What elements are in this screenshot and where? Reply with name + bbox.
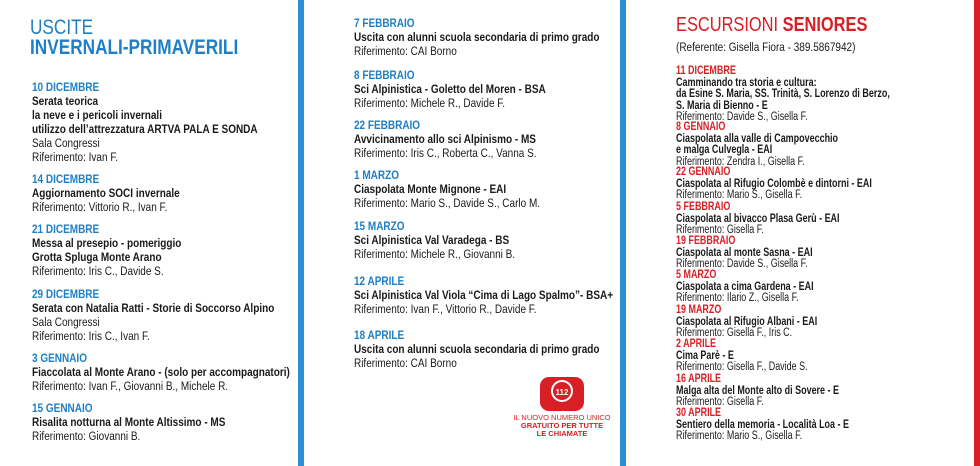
event-entry: [354, 219, 641, 261]
event-date: 15 GENNAIO: [32, 401, 93, 415]
column-heading: [30, 18, 238, 58]
event-title: Ciaspolata a cima Gardena - EAI: [676, 280, 814, 293]
event-info: Riferimento: Gisella F., Davide S.: [676, 361, 808, 373]
event-date: 11 DICEMBRE: [676, 65, 736, 77]
event-info: Riferimento: Mario S., Gisella F.: [676, 189, 803, 201]
event-title: Ciaspolata Monte Mignone - EAI: [354, 182, 507, 196]
event-entry: [676, 374, 957, 409]
heading-thin: ESCURSIONI: [676, 14, 779, 36]
event-entry: [354, 328, 641, 370]
winter-spring-column: [0, 0, 304, 466]
event-info: Riferimento: Davide S., Gisella F.: [676, 258, 808, 270]
event-title: Sci Alpinistica Val Varadega - BS: [354, 233, 510, 247]
event-title: Ciaspolata al monte Sasna - EAI: [676, 246, 813, 259]
spring-column: [336, 0, 626, 466]
event-entry: [354, 274, 641, 316]
event-title: Malga alta del Monte alto di Sovere - E: [676, 384, 839, 397]
emergency-112-badge: [502, 377, 622, 438]
phone-112-icon: [540, 377, 584, 411]
event-entry: [676, 66, 957, 124]
event-title: Camminando tra storia e cultura:: [676, 76, 817, 89]
event-entry: [676, 202, 957, 237]
event-entry: [676, 305, 957, 340]
badge-line-1: IL NUOVO NUMERO UNICO: [513, 413, 611, 422]
event-info: Riferimento: Mario S., Gisella F.: [676, 430, 803, 442]
event-info: Riferimento: Ilario Z., Gisella F.: [676, 292, 799, 304]
event-entry: [32, 172, 311, 214]
event-entry: [354, 68, 641, 110]
event-title: Risalita notturna al Monte Altissimo - MS: [32, 415, 226, 429]
event-title: S. Maria di Bienno - E: [676, 99, 768, 112]
event-info: Sala Congressi: [32, 136, 100, 150]
badge-line-2: GRATUITO PER TUTTE: [520, 421, 604, 430]
event-info: Riferimento: Zendra I., Gisella F.: [676, 155, 805, 168]
column-divider: [974, 0, 980, 466]
event-entry: [32, 80, 311, 164]
badge-number: 112: [551, 380, 573, 402]
event-date: 8 FEBBRAIO: [354, 68, 415, 82]
event-title: Ciaspolata al bivacco Plasa Gerù - EAI: [676, 212, 840, 225]
event-entry: [676, 236, 957, 271]
event-date: 1 MARZO: [354, 168, 399, 182]
event-info: Riferimento: Iris C., Ivan F.: [32, 329, 150, 343]
event-info: Riferimento: Iris C., Roberta C., Vanna S.: [354, 146, 537, 160]
event-info: Riferimento: Giovanni B.: [32, 429, 141, 443]
event-title: Aggiornamento SOCI invernale: [32, 186, 180, 200]
event-title: da Esine S. Maria, SS. Trinità, S. Lorenzo di Berzo,: [676, 88, 890, 100]
event-title: la neve e i pericoli invernali: [32, 108, 162, 122]
event-entry: [32, 222, 311, 278]
event-info: Riferimento: Gisella F.: [676, 396, 764, 408]
event-info: Riferimento: Davide S., Gisella F.: [676, 111, 808, 123]
event-info: Riferimento: Ivan F., Giovanni B., Michele R.: [32, 379, 229, 393]
event-date: 12 APRILE: [354, 274, 405, 288]
event-title: Serata con Natalia Ratti - Storie di Soccorso Alpino: [32, 301, 275, 315]
event-entry: [32, 351, 311, 393]
column-divider: [298, 0, 304, 466]
event-title: Ciaspolata al Rifugio Albani - EAI: [676, 315, 818, 328]
event-date: 5 MARZO: [676, 269, 717, 281]
event-entry: [32, 401, 311, 443]
event-title: e malga Culvegla - EAI: [676, 144, 773, 156]
event-title: Uscita con alunni scuola secondaria di primo grado: [354, 30, 600, 44]
event-title: Fiaccolata al Monte Arano - (solo per accompagnatori): [32, 365, 290, 379]
event-date: 10 DICEMBRE: [32, 80, 100, 94]
event-entry: [354, 168, 641, 210]
event-title: Avvicinamento allo sci Alpinismo - MS: [354, 132, 536, 146]
event-entry: [354, 16, 641, 58]
event-entry: [676, 270, 957, 305]
event-date: 2 APRILE: [676, 338, 717, 350]
event-date: 22 GENNAIO: [676, 166, 731, 178]
event-date: 19 FEBBRAIO: [676, 235, 736, 247]
event-date: 8 GENNAIO: [676, 121, 726, 133]
event-title: Sentiero della memoria - Località Loa - E: [676, 418, 849, 431]
event-title: Ciaspolata al Rifugio Colombè e dintorni - EAI: [676, 177, 872, 190]
event-info: Riferimento: Gisella F.: [676, 224, 764, 236]
event-info: Riferimento: Michele R., Davide F.: [354, 96, 506, 110]
column-divider: [620, 0, 626, 466]
event-entry: [676, 408, 957, 443]
event-date: 15 MARZO: [354, 219, 405, 233]
referent-line: (Referente: Gisella Fiora - 389.5867942): [676, 40, 856, 54]
event-entry: [354, 118, 641, 160]
event-info: Riferimento: Ivan F., Vittorio R., Davide F.: [354, 302, 537, 316]
event-info: Sala Congressi: [32, 315, 100, 329]
event-title: Grotta Spluga Monte Arano: [32, 250, 162, 264]
event-info: Riferimento: Gisella F., Iris C.: [676, 327, 793, 339]
seniores-heading: [676, 14, 867, 36]
event-title: Sci Alpinistica Val Viola “Cima di Lago Spalmo”- BSA+: [354, 288, 614, 302]
event-title: Sci Alpinistica - Goletto del Moren - BSA: [354, 82, 546, 96]
event-date: 29 DICEMBRE: [32, 287, 100, 301]
event-info: Riferimento: Michele R., Giovanni B.: [354, 247, 516, 261]
badge-line-3: LE CHIAMATE: [536, 429, 588, 438]
event-info: Riferimento: Mario S., Davide S., Carlo M.: [354, 196, 541, 210]
event-title: Ciaspolata alla valle di Campovecchio: [676, 132, 839, 145]
event-info: Riferimento: CAI Borno: [354, 356, 457, 370]
event-date: 18 APRILE: [354, 328, 405, 342]
heading-line-1: USCITE: [30, 16, 94, 39]
event-date: 19 MARZO: [676, 304, 722, 316]
event-date: 30 APRILE: [676, 407, 722, 419]
event-entry: [676, 167, 957, 202]
event-info: Riferimento: Ivan F.: [32, 150, 119, 164]
event-info: Riferimento: CAI Borno: [354, 44, 457, 58]
heading-bold: SENIORES: [782, 14, 868, 36]
event-title: utilizzo dell’attrezzatura ARTVA PALA E SONDA: [32, 122, 258, 136]
event-info: Riferimento: Vittorio R., Ivan F.: [32, 200, 168, 214]
event-date: 16 APRILE: [676, 373, 722, 385]
event-date: 14 DICEMBRE: [32, 172, 100, 186]
event-info: Riferimento: Iris C., Davide S.: [32, 264, 164, 278]
event-entry: [676, 122, 957, 168]
event-entry: [676, 339, 957, 374]
event-title: Uscita con alunni scuola secondaria di primo grado: [354, 342, 600, 356]
event-title: Cima Parè - E: [676, 349, 734, 362]
event-title: Serata teorica: [32, 94, 99, 108]
event-date: 21 DICEMBRE: [32, 222, 100, 236]
event-entry: [32, 287, 311, 343]
heading-line-2: INVERNALI-PRIMAVERILI: [30, 36, 239, 59]
event-date: 22 FEBBRAIO: [354, 118, 421, 132]
event-title: Messa al presepio - pomeriggio: [32, 236, 182, 250]
seniores-column: [658, 0, 980, 466]
event-date: 7 FEBBRAIO: [354, 16, 415, 30]
event-date: 3 GENNAIO: [32, 351, 87, 365]
event-date: 5 FEBBRAIO: [676, 201, 731, 213]
